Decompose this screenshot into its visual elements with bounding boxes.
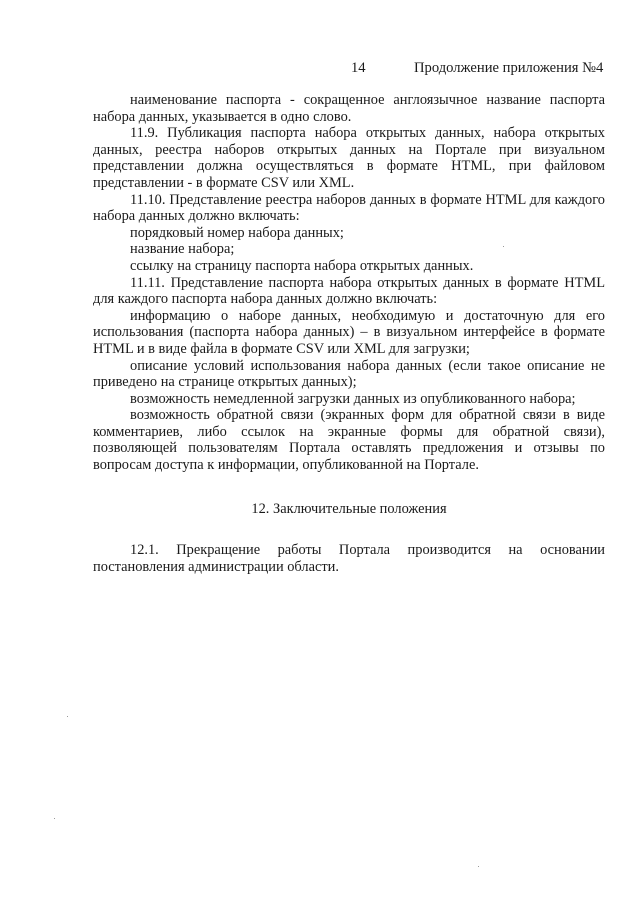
scan-speck xyxy=(54,818,55,819)
scan-speck xyxy=(503,246,504,247)
paragraph: 12.1. Прекращение работы Портала производится на основании постановления администрации области. xyxy=(93,542,605,575)
list-item: ссылку на страницу паспорта набора открытых данных. xyxy=(130,257,474,274)
paragraph: 11.11. Представление паспорта набора открытых данных в формате HTML для каждого паспорта набора данных должно включать: xyxy=(93,274,605,308)
list-item: возможность немедленной загрузки данных из опубликованного набора; xyxy=(130,390,576,407)
scan-speck xyxy=(478,866,479,867)
document-body xyxy=(93,92,605,575)
list-item: возможность обратной связи (экранных форм для обратной связи в виде комментариев, либо ссылок на экранные формы для обратной связи), позволяющей пользователям Портала оставлять предложения и отзывы по вопросам доступа к информации, опубликованной на Портале. xyxy=(93,407,605,474)
page-number: 14 xyxy=(351,60,366,76)
list-item: порядковый номер набора данных; xyxy=(130,224,344,241)
paragraph: 11.9. Публикация паспорта набора открытых данных, набора открытых данных, реестра наборов открытых данных на Портале при визуальном представлении должна осуществляться в формате HTML, при файловом представлении - в формате CSV или XML. xyxy=(93,125,605,191)
section-heading: 12. Заключительные положения xyxy=(251,500,447,517)
paragraph: 11.10. Представление реестра наборов данных в формате HTML для каждого набора данных должно включать: xyxy=(93,191,605,225)
paragraph: наименование паспорта - сокращенное англоязычное название паспорта набора данных, указывается в одно слово. xyxy=(93,92,605,125)
page-header xyxy=(0,60,640,80)
list-item: название набора; xyxy=(130,241,235,258)
appendix-title: Продолжение приложения №4 xyxy=(414,60,604,76)
list-item: информацию о наборе данных, необходимую и достаточную для его использования (паспорта набора данных) – в визуальном интерфейсе в формате HTML и в виде файла в формате CSV или XML для загрузки; xyxy=(93,307,605,357)
scan-speck xyxy=(67,716,68,717)
list-item: описание условий использования набора данных (если такое описание не приведено на странице открытых данных); xyxy=(93,357,605,391)
